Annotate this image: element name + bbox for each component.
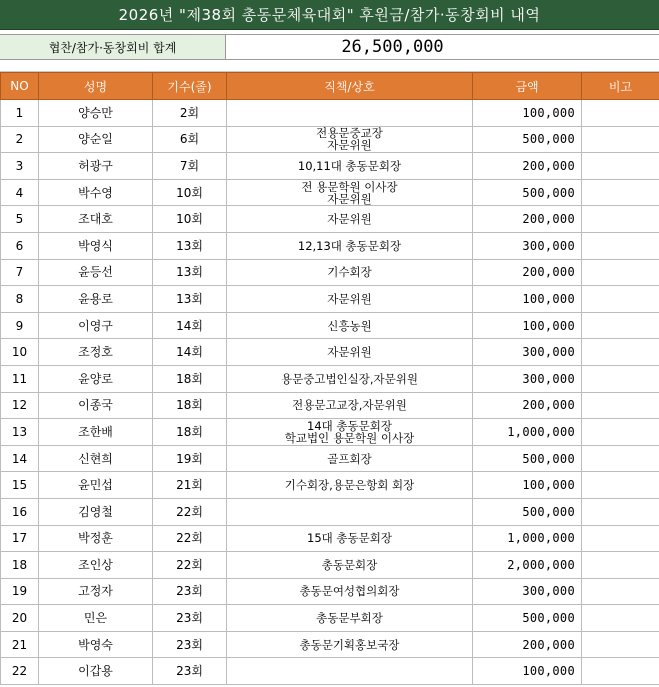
table-row xyxy=(1,100,659,127)
header-name: 성명 xyxy=(39,73,153,100)
table-row xyxy=(1,365,659,392)
cell-no: 8 xyxy=(1,286,39,313)
cell-position: 10,11대 총동문회장 xyxy=(227,153,473,180)
cell-generation: 13회 xyxy=(153,259,227,286)
cell-amount: 200,000 xyxy=(473,631,582,658)
cell-no: 14 xyxy=(1,445,39,472)
cell-name: 윤양로 xyxy=(39,365,153,392)
cell-amount: 200,000 xyxy=(473,153,582,180)
cell-amount: 200,000 xyxy=(473,392,582,419)
cell-position: 신흥농원 xyxy=(227,312,473,339)
cell-amount: 300,000 xyxy=(473,365,582,392)
cell-generation: 18회 xyxy=(153,419,227,446)
cell-name: 김영철 xyxy=(39,498,153,525)
cell-note xyxy=(582,339,659,366)
cell-no: 20 xyxy=(1,605,39,632)
cell-name: 조대호 xyxy=(39,206,153,233)
cell-note xyxy=(582,552,659,579)
cell-no: 18 xyxy=(1,552,39,579)
cell-position: 기수회장 xyxy=(227,259,473,286)
cell-amount: 500,000 xyxy=(473,445,582,472)
cell-generation: 23회 xyxy=(153,658,227,685)
cell-amount: 1,000,000 xyxy=(473,419,582,446)
cell-note xyxy=(582,286,659,313)
cell-name: 윤민섭 xyxy=(39,472,153,499)
header-no: NO xyxy=(1,73,39,100)
cell-no: 13 xyxy=(1,419,39,446)
cell-name: 윤용로 xyxy=(39,286,153,313)
cell-amount: 500,000 xyxy=(473,179,582,206)
cell-no: 15 xyxy=(1,472,39,499)
cell-amount: 200,000 xyxy=(473,206,582,233)
cell-no: 4 xyxy=(1,179,39,206)
cell-name: 고정자 xyxy=(39,578,153,605)
cell-note xyxy=(582,658,659,685)
cell-generation: 10회 xyxy=(153,206,227,233)
cell-no: 11 xyxy=(1,365,39,392)
table-row xyxy=(1,259,659,286)
header-position: 직책/상호 xyxy=(227,73,473,100)
cell-generation: 21회 xyxy=(153,472,227,499)
cell-name: 박정훈 xyxy=(39,525,153,552)
table-row xyxy=(1,578,659,605)
table-row xyxy=(1,605,659,632)
cell-position: 자문위원 xyxy=(227,339,473,366)
cell-name: 민은 xyxy=(39,605,153,632)
cell-amount: 500,000 xyxy=(473,498,582,525)
cell-generation: 7회 xyxy=(153,153,227,180)
cell-generation: 23회 xyxy=(153,631,227,658)
cell-name: 윤등선 xyxy=(39,259,153,286)
cell-generation: 18회 xyxy=(153,365,227,392)
summary-row xyxy=(0,34,659,60)
cell-note xyxy=(582,578,659,605)
cell-no: 9 xyxy=(1,312,39,339)
summary-total: 26,500,000 xyxy=(341,37,444,57)
cell-no: 2 xyxy=(1,126,39,153)
cell-name: 박영숙 xyxy=(39,631,153,658)
cell-amount: 100,000 xyxy=(473,100,582,127)
cell-note xyxy=(582,525,659,552)
table-row xyxy=(1,339,659,366)
cell-no: 17 xyxy=(1,525,39,552)
cell-amount: 2,000,000 xyxy=(473,552,582,579)
donation-table xyxy=(0,72,659,685)
cell-position: 총동문여성협의회장 xyxy=(227,578,473,605)
cell-note xyxy=(582,392,659,419)
cell-position xyxy=(227,658,473,685)
cell-position: 15대 총동문회장 xyxy=(227,525,473,552)
cell-no: 3 xyxy=(1,153,39,180)
table-row xyxy=(1,445,659,472)
cell-amount: 100,000 xyxy=(473,286,582,313)
table-row xyxy=(1,472,659,499)
table-row xyxy=(1,392,659,419)
table-row xyxy=(1,232,659,259)
cell-amount: 500,000 xyxy=(473,126,582,153)
cell-name: 조정호 xyxy=(39,339,153,366)
cell-generation: 13회 xyxy=(153,286,227,313)
cell-amount: 100,000 xyxy=(473,658,582,685)
cell-generation: 22회 xyxy=(153,498,227,525)
table-row xyxy=(1,552,659,579)
cell-generation: 10회 xyxy=(153,179,227,206)
cell-position: 전 용문학원 이사장 자문위원 xyxy=(227,179,473,206)
cell-no: 12 xyxy=(1,392,39,419)
cell-name: 이갑용 xyxy=(39,658,153,685)
page-title: 2026년 "제38회 총동문체육대회" 후원금/참가·동창회비 내역 xyxy=(0,0,659,30)
cell-position: 골프회장 xyxy=(227,445,473,472)
cell-name: 양순일 xyxy=(39,126,153,153)
cell-no: 6 xyxy=(1,232,39,259)
cell-no: 16 xyxy=(1,498,39,525)
table-body xyxy=(1,100,659,685)
cell-generation: 13회 xyxy=(153,232,227,259)
cell-generation: 14회 xyxy=(153,339,227,366)
cell-generation: 22회 xyxy=(153,525,227,552)
cell-position: 용문중고법인실장,자문위원 xyxy=(227,365,473,392)
cell-name: 박영식 xyxy=(39,232,153,259)
cell-position: 총동문기획홍보국장 xyxy=(227,631,473,658)
table-row xyxy=(1,658,659,685)
table-header-row xyxy=(1,73,659,100)
cell-note xyxy=(582,100,659,127)
cell-position: 총동문부회장 xyxy=(227,605,473,632)
cell-position: 총동문회장 xyxy=(227,552,473,579)
cell-generation: 2회 xyxy=(153,100,227,127)
cell-no: 7 xyxy=(1,259,39,286)
cell-name: 이종국 xyxy=(39,392,153,419)
cell-note xyxy=(582,631,659,658)
table-row xyxy=(1,126,659,153)
cell-no: 21 xyxy=(1,631,39,658)
cell-position: 자문위원 xyxy=(227,286,473,313)
cell-note xyxy=(582,445,659,472)
cell-position: 14대 총동문회장 학교법인 용문학원 이사장 xyxy=(227,419,473,446)
table-row xyxy=(1,525,659,552)
table-row xyxy=(1,631,659,658)
table-row xyxy=(1,206,659,233)
summary-label: 협찬/참가·동창회비 합계 xyxy=(0,35,226,59)
cell-position xyxy=(227,498,473,525)
cell-note xyxy=(582,126,659,153)
cell-note xyxy=(582,498,659,525)
cell-name: 조인상 xyxy=(39,552,153,579)
cell-amount: 200,000 xyxy=(473,259,582,286)
cell-note xyxy=(582,419,659,446)
cell-generation: 14회 xyxy=(153,312,227,339)
cell-position: 자문위원 xyxy=(227,206,473,233)
cell-amount: 1,000,000 xyxy=(473,525,582,552)
cell-amount: 100,000 xyxy=(473,312,582,339)
cell-amount: 100,000 xyxy=(473,472,582,499)
table-row xyxy=(1,153,659,180)
cell-generation: 19회 xyxy=(153,445,227,472)
spacer-row xyxy=(0,60,659,72)
table-row xyxy=(1,179,659,206)
table-row xyxy=(1,419,659,446)
cell-note xyxy=(582,179,659,206)
cell-name: 신현희 xyxy=(39,445,153,472)
cell-generation: 23회 xyxy=(153,578,227,605)
table-row xyxy=(1,286,659,313)
cell-generation: 18회 xyxy=(153,392,227,419)
header-amount: 금액 xyxy=(473,73,582,100)
cell-name: 박수영 xyxy=(39,179,153,206)
cell-position: 전용문고교장,자문위원 xyxy=(227,392,473,419)
cell-no: 1 xyxy=(1,100,39,127)
cell-generation: 22회 xyxy=(153,552,227,579)
cell-amount: 300,000 xyxy=(473,339,582,366)
cell-name: 이영구 xyxy=(39,312,153,339)
cell-note xyxy=(582,153,659,180)
cell-amount: 300,000 xyxy=(473,578,582,605)
table-row xyxy=(1,498,659,525)
cell-position: 전용문중교장 자문위원 xyxy=(227,126,473,153)
cell-note xyxy=(582,605,659,632)
cell-note xyxy=(582,312,659,339)
cell-no: 19 xyxy=(1,578,39,605)
header-note: 비고 xyxy=(582,73,659,100)
cell-position: 12,13대 총동문회장 xyxy=(227,232,473,259)
cell-no: 10 xyxy=(1,339,39,366)
cell-note xyxy=(582,232,659,259)
cell-no: 22 xyxy=(1,658,39,685)
header-generation: 기수(졸) xyxy=(153,73,227,100)
cell-generation: 23회 xyxy=(153,605,227,632)
cell-note xyxy=(582,365,659,392)
cell-amount: 500,000 xyxy=(473,605,582,632)
cell-note xyxy=(582,472,659,499)
cell-position: 기수회장,용문은항회 회장 xyxy=(227,472,473,499)
cell-name: 허광구 xyxy=(39,153,153,180)
cell-no: 5 xyxy=(1,206,39,233)
table-row xyxy=(1,312,659,339)
cell-name: 양승만 xyxy=(39,100,153,127)
cell-note xyxy=(582,206,659,233)
cell-amount: 300,000 xyxy=(473,232,582,259)
cell-position xyxy=(227,100,473,127)
cell-name: 조한배 xyxy=(39,419,153,446)
cell-note xyxy=(582,259,659,286)
cell-generation: 6회 xyxy=(153,126,227,153)
